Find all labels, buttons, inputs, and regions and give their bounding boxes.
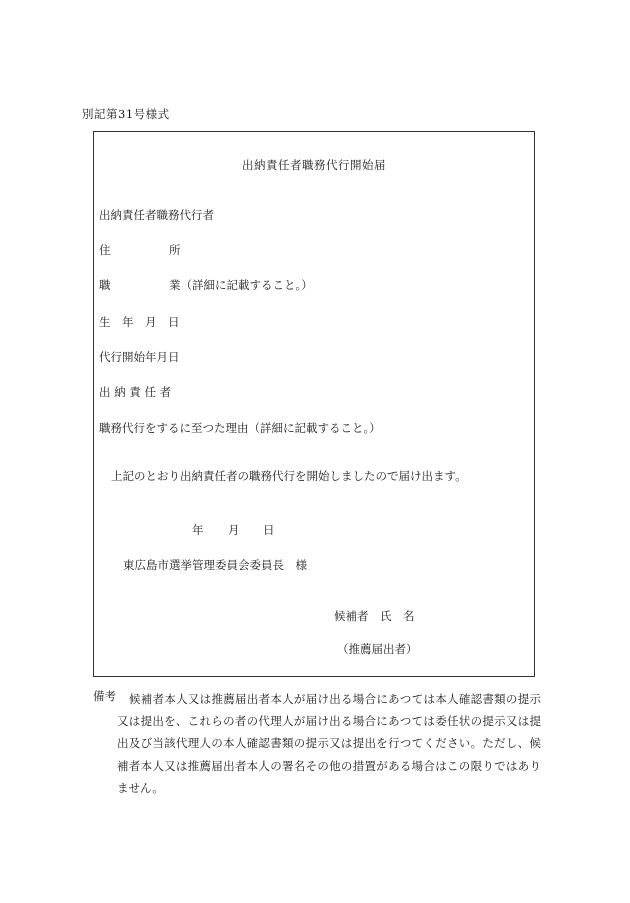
address-label-2: 所 xyxy=(169,243,181,257)
form-box xyxy=(93,131,535,677)
agent-label: 出納責任者職務代行者 xyxy=(99,208,214,222)
remarks-label: 備考 xyxy=(93,689,116,703)
occupation-label-1: 職 xyxy=(99,278,111,292)
address-label-1: 住 xyxy=(99,243,111,257)
date-year: 年 xyxy=(192,523,204,537)
birthdate-label: 生 年 月 日 xyxy=(99,315,180,329)
form-number: 別記第31号様式 xyxy=(82,107,170,121)
date-month: 月 xyxy=(228,523,240,537)
addressee: 東広島市選挙管理委員会委員長 様 xyxy=(123,558,307,572)
occupation-label-2: 業（詳細に記載すること。） xyxy=(169,278,313,292)
remarks-text: 候補者本人又は推薦届出者本人が届け出る場合にあつては本人確認書類の提示又は提出を、これらの者の代理人が届け出る場合にあつては委任状の提示又は提出及び当該代理人の本人確認書類の提示又は提出を行つてください。ただし、候補者本人又は推薦届出者本人の署名その他の措置がある場合はこの限りではありません。 xyxy=(117,692,541,795)
statement-text: 上記のとおり出納責任者の職務代行を開始しましたので届け出ます。 xyxy=(111,469,467,483)
candidate-name-label: 候補者 氏 名 xyxy=(334,609,415,623)
recommender-label: （推薦届出者） xyxy=(337,642,418,656)
date-day: 日 xyxy=(263,523,275,537)
form-title: 出納責任者職務代行開始届 xyxy=(242,158,386,172)
reason-label: 職務代行をするに至つた理由（詳細に記載すること。） xyxy=(99,421,381,435)
treasurer-label: 出 納 責 任 者 xyxy=(99,385,172,399)
start-date-label: 代行開始年月日 xyxy=(99,350,180,364)
